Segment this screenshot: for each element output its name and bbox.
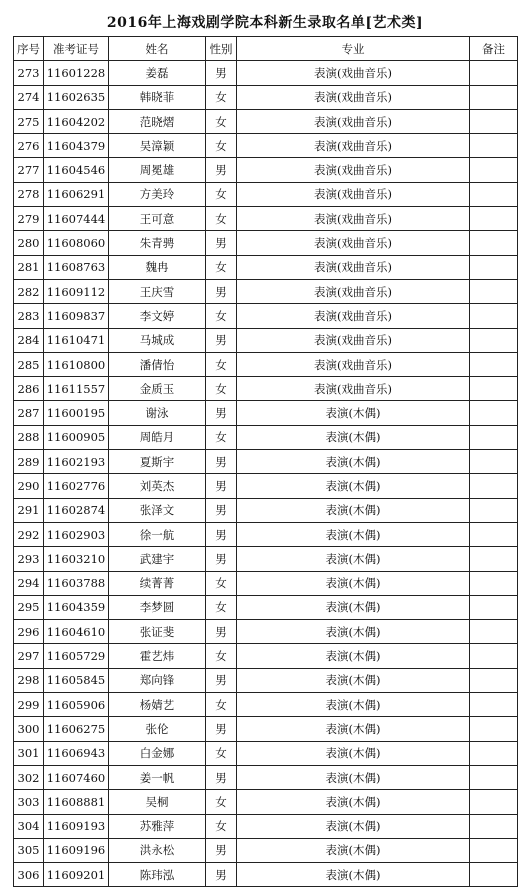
cell-exam-id: 11606291 (44, 182, 109, 206)
cell-gender: 男 (206, 717, 237, 741)
cell-exam-id: 11608881 (44, 790, 109, 814)
cell-note (470, 182, 518, 206)
cell-gender: 男 (206, 522, 237, 546)
cell-major: 表演(戏曲音乐) (237, 255, 470, 279)
cell-note (470, 328, 518, 352)
cell-gender: 女 (206, 109, 237, 133)
table-row (14, 863, 518, 887)
cell-seq: 279 (14, 207, 44, 231)
cell-name: 马城成 (109, 328, 206, 352)
cell-gender: 女 (206, 595, 237, 619)
cell-gender: 女 (206, 255, 237, 279)
cell-major: 表演(木偶) (237, 693, 470, 717)
cell-seq: 295 (14, 595, 44, 619)
cell-name: 吴桐 (109, 790, 206, 814)
cell-gender: 女 (206, 182, 237, 206)
cell-exam-id: 11604359 (44, 595, 109, 619)
cell-exam-id: 11602193 (44, 450, 109, 474)
cell-seq: 296 (14, 620, 44, 644)
table-row (14, 255, 518, 279)
cell-major: 表演(戏曲音乐) (237, 279, 470, 303)
table-row (14, 693, 518, 717)
cell-name: 武建宇 (109, 547, 206, 571)
cell-major: 表演(木偶) (237, 547, 470, 571)
cell-name: 刘英杰 (109, 474, 206, 498)
cell-seq: 303 (14, 790, 44, 814)
cell-seq: 299 (14, 693, 44, 717)
cell-major: 表演(戏曲音乐) (237, 304, 470, 328)
table-row (14, 668, 518, 692)
cell-gender: 女 (206, 352, 237, 376)
cell-exam-id: 11610800 (44, 352, 109, 376)
cell-seq: 274 (14, 85, 44, 109)
cell-gender: 男 (206, 231, 237, 255)
cell-note (470, 401, 518, 425)
cell-gender: 女 (206, 377, 237, 401)
header-seq: 序号 (14, 37, 44, 61)
cell-note (470, 85, 518, 109)
table-row (14, 304, 518, 328)
cell-name: 郑向锋 (109, 668, 206, 692)
cell-name: 王庆雪 (109, 279, 206, 303)
cell-exam-id: 11603210 (44, 547, 109, 571)
cell-name: 霍艺炜 (109, 644, 206, 668)
cell-note (470, 741, 518, 765)
cell-major: 表演(木偶) (237, 474, 470, 498)
cell-note (470, 207, 518, 231)
cell-exam-id: 11609837 (44, 304, 109, 328)
cell-name: 金质玉 (109, 377, 206, 401)
header-note: 备注 (470, 37, 518, 61)
cell-exam-id: 11604610 (44, 620, 109, 644)
table-row (14, 134, 518, 158)
cell-major: 表演(木偶) (237, 814, 470, 838)
table-row (14, 401, 518, 425)
table-header-row (14, 37, 518, 61)
cell-gender: 男 (206, 765, 237, 789)
cell-major: 表演(戏曲音乐) (237, 377, 470, 401)
cell-gender: 男 (206, 450, 237, 474)
cell-major: 表演(木偶) (237, 668, 470, 692)
table-row (14, 425, 518, 449)
cell-major: 表演(戏曲音乐) (237, 328, 470, 352)
cell-gender: 女 (206, 571, 237, 595)
cell-name: 范晓熠 (109, 109, 206, 133)
cell-name: 徐一航 (109, 522, 206, 546)
cell-gender: 男 (206, 863, 237, 887)
table-row (14, 352, 518, 376)
cell-major: 表演(戏曲音乐) (237, 61, 470, 85)
cell-note (470, 304, 518, 328)
cell-exam-id: 11609196 (44, 838, 109, 862)
cell-name: 谢泳 (109, 401, 206, 425)
cell-exam-id: 11609201 (44, 863, 109, 887)
cell-exam-id: 11604546 (44, 158, 109, 182)
cell-seq: 291 (14, 498, 44, 522)
cell-seq: 289 (14, 450, 44, 474)
cell-major: 表演(木偶) (237, 741, 470, 765)
cell-exam-id: 11605906 (44, 693, 109, 717)
cell-exam-id: 11604202 (44, 109, 109, 133)
cell-seq: 275 (14, 109, 44, 133)
table-row (14, 814, 518, 838)
cell-exam-id: 11609112 (44, 279, 109, 303)
cell-seq: 276 (14, 134, 44, 158)
cell-name: 姜一帆 (109, 765, 206, 789)
cell-note (470, 450, 518, 474)
cell-name: 朱青骋 (109, 231, 206, 255)
table-row (14, 620, 518, 644)
cell-gender: 女 (206, 693, 237, 717)
cell-seq: 306 (14, 863, 44, 887)
cell-gender: 女 (206, 814, 237, 838)
cell-exam-id: 11608060 (44, 231, 109, 255)
cell-gender: 女 (206, 644, 237, 668)
cell-note (470, 814, 518, 838)
cell-exam-id: 11609193 (44, 814, 109, 838)
cell-seq: 304 (14, 814, 44, 838)
cell-major: 表演(木偶) (237, 425, 470, 449)
cell-note (470, 620, 518, 644)
cell-name: 李文婷 (109, 304, 206, 328)
table-row (14, 498, 518, 522)
cell-major: 表演(木偶) (237, 595, 470, 619)
cell-note (470, 352, 518, 376)
cell-note (470, 498, 518, 522)
cell-name: 韩晓菲 (109, 85, 206, 109)
cell-seq: 281 (14, 255, 44, 279)
cell-name: 白金娜 (109, 741, 206, 765)
cell-gender: 男 (206, 61, 237, 85)
cell-note (470, 717, 518, 741)
table-row (14, 522, 518, 546)
cell-major: 表演(木偶) (237, 620, 470, 644)
table-row (14, 109, 518, 133)
cell-major: 表演(木偶) (237, 450, 470, 474)
cell-name: 张证斐 (109, 620, 206, 644)
cell-note (470, 644, 518, 668)
cell-gender: 男 (206, 279, 237, 303)
cell-note (470, 571, 518, 595)
cell-exam-id: 11605729 (44, 644, 109, 668)
cell-name: 杨婧艺 (109, 693, 206, 717)
table-row (14, 838, 518, 862)
cell-name: 王可意 (109, 207, 206, 231)
cell-seq: 305 (14, 838, 44, 862)
cell-major: 表演(戏曲音乐) (237, 109, 470, 133)
cell-seq: 293 (14, 547, 44, 571)
table-row (14, 450, 518, 474)
cell-note (470, 522, 518, 546)
header-gender: 性别 (206, 37, 237, 61)
cell-note (470, 109, 518, 133)
cell-seq: 278 (14, 182, 44, 206)
cell-gender: 女 (206, 790, 237, 814)
cell-note (470, 279, 518, 303)
cell-seq: 286 (14, 377, 44, 401)
header-exam-id: 准考证号 (44, 37, 109, 61)
cell-seq: 277 (14, 158, 44, 182)
cell-gender: 女 (206, 134, 237, 158)
cell-gender: 男 (206, 620, 237, 644)
cell-note (470, 158, 518, 182)
cell-note (470, 547, 518, 571)
header-major: 专业 (237, 37, 470, 61)
cell-seq: 273 (14, 61, 44, 85)
cell-gender: 男 (206, 547, 237, 571)
cell-note (470, 474, 518, 498)
table-row (14, 644, 518, 668)
cell-exam-id: 11601228 (44, 61, 109, 85)
cell-name: 魏冉 (109, 255, 206, 279)
table-row (14, 547, 518, 571)
cell-exam-id: 11607444 (44, 207, 109, 231)
cell-major: 表演(戏曲音乐) (237, 231, 470, 255)
cell-seq: 284 (14, 328, 44, 352)
cell-major: 表演(木偶) (237, 522, 470, 546)
cell-seq: 292 (14, 522, 44, 546)
cell-name: 陈玮泓 (109, 863, 206, 887)
cell-name: 吴漳颖 (109, 134, 206, 158)
cell-gender: 男 (206, 401, 237, 425)
cell-seq: 283 (14, 304, 44, 328)
cell-exam-id: 11606275 (44, 717, 109, 741)
cell-major: 表演(戏曲音乐) (237, 134, 470, 158)
cell-major: 表演(木偶) (237, 498, 470, 522)
cell-exam-id: 11603788 (44, 571, 109, 595)
cell-note (470, 134, 518, 158)
cell-name: 张伦 (109, 717, 206, 741)
cell-note (470, 838, 518, 862)
table-row (14, 85, 518, 109)
cell-major: 表演(木偶) (237, 717, 470, 741)
header-name: 姓名 (109, 37, 206, 61)
table-row (14, 790, 518, 814)
cell-gender: 男 (206, 838, 237, 862)
cell-exam-id: 11607460 (44, 765, 109, 789)
cell-note (470, 863, 518, 887)
cell-major: 表演(戏曲音乐) (237, 182, 470, 206)
cell-exam-id: 11602903 (44, 522, 109, 546)
cell-note (470, 668, 518, 692)
cell-seq: 298 (14, 668, 44, 692)
table-row (14, 765, 518, 789)
cell-note (470, 595, 518, 619)
cell-seq: 280 (14, 231, 44, 255)
cell-gender: 女 (206, 207, 237, 231)
cell-seq: 288 (14, 425, 44, 449)
table-row (14, 717, 518, 741)
cell-gender: 男 (206, 328, 237, 352)
cell-exam-id: 11606943 (44, 741, 109, 765)
cell-name: 周冕雄 (109, 158, 206, 182)
cell-name: 方美玲 (109, 182, 206, 206)
cell-name: 潘倩怡 (109, 352, 206, 376)
cell-exam-id: 11600195 (44, 401, 109, 425)
table-row (14, 377, 518, 401)
cell-name: 周皓月 (109, 425, 206, 449)
cell-name: 续菁菁 (109, 571, 206, 595)
cell-exam-id: 11602776 (44, 474, 109, 498)
cell-gender: 女 (206, 425, 237, 449)
cell-exam-id: 11608763 (44, 255, 109, 279)
cell-exam-id: 11602635 (44, 85, 109, 109)
cell-seq: 282 (14, 279, 44, 303)
cell-seq: 287 (14, 401, 44, 425)
cell-seq: 294 (14, 571, 44, 595)
cell-seq: 300 (14, 717, 44, 741)
cell-seq: 290 (14, 474, 44, 498)
cell-note (470, 255, 518, 279)
table-row (14, 158, 518, 182)
cell-gender: 男 (206, 474, 237, 498)
cell-major: 表演(木偶) (237, 863, 470, 887)
cell-name: 洪永松 (109, 838, 206, 862)
cell-name: 姜磊 (109, 61, 206, 85)
admission-table (13, 36, 518, 887)
cell-gender: 男 (206, 158, 237, 182)
cell-gender: 女 (206, 85, 237, 109)
cell-seq: 297 (14, 644, 44, 668)
cell-note (470, 765, 518, 789)
table-row (14, 595, 518, 619)
cell-seq: 301 (14, 741, 44, 765)
table-row (14, 328, 518, 352)
table-row (14, 741, 518, 765)
cell-note (470, 61, 518, 85)
cell-name: 苏雅萍 (109, 814, 206, 838)
table-row (14, 207, 518, 231)
table-row (14, 182, 518, 206)
cell-name: 李梦圆 (109, 595, 206, 619)
table-row (14, 61, 518, 85)
cell-gender: 女 (206, 304, 237, 328)
cell-seq: 302 (14, 765, 44, 789)
cell-major: 表演(木偶) (237, 765, 470, 789)
table-row (14, 279, 518, 303)
cell-major: 表演(戏曲音乐) (237, 352, 470, 376)
cell-note (470, 693, 518, 717)
cell-note (470, 790, 518, 814)
cell-exam-id: 11610471 (44, 328, 109, 352)
table-row (14, 571, 518, 595)
page-title: 2016年上海戏剧学院本科新生录取名单[艺术类] (106, 15, 424, 31)
cell-note (470, 231, 518, 255)
cell-major: 表演(戏曲音乐) (237, 207, 470, 231)
cell-major: 表演(木偶) (237, 401, 470, 425)
table-row (14, 231, 518, 255)
cell-gender: 男 (206, 498, 237, 522)
cell-major: 表演(木偶) (237, 790, 470, 814)
cell-note (470, 377, 518, 401)
cell-exam-id: 11611557 (44, 377, 109, 401)
cell-major: 表演(木偶) (237, 571, 470, 595)
table-body (14, 61, 518, 887)
table-row (14, 474, 518, 498)
cell-note (470, 425, 518, 449)
cell-major: 表演(戏曲音乐) (237, 158, 470, 182)
cell-major: 表演(木偶) (237, 838, 470, 862)
cell-name: 夏斯宇 (109, 450, 206, 474)
cell-exam-id: 11602874 (44, 498, 109, 522)
cell-gender: 女 (206, 741, 237, 765)
cell-exam-id: 11600905 (44, 425, 109, 449)
cell-major: 表演(戏曲音乐) (237, 85, 470, 109)
cell-exam-id: 11605845 (44, 668, 109, 692)
cell-seq: 285 (14, 352, 44, 376)
cell-gender: 男 (206, 668, 237, 692)
cell-name: 张泽文 (109, 498, 206, 522)
cell-exam-id: 11604379 (44, 134, 109, 158)
cell-major: 表演(木偶) (237, 644, 470, 668)
